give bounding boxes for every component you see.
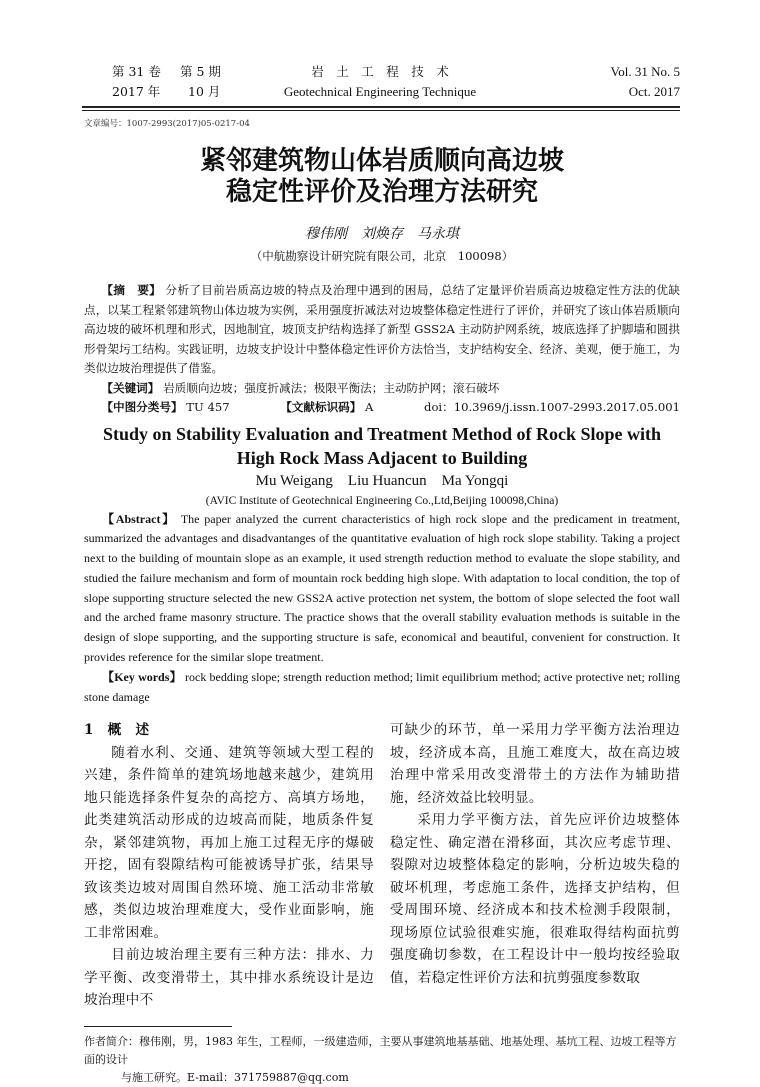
abstract-en-text: The paper analyzed the current characteristics of high rock slope and the predicament in treatment, summarized the advantages and disadvantanges of the quantitative evaluation of high rock slope stability. Taking a project next to the building of mountain slope as an example, it used strength reduction method to evaluate the slope stability, and studied the failure mechanism and form of mountain rock bedding high slope. With adaptation to local condition, the top of slope supporting structure selected the new GSS2A active protection net system, the bottom of slope selected the foot wall and the arched frame masonry structure. The practice shows that the overall stability evaluation methods is suitable in the design of slope supporting, and the supporting structure is safe, economical and beautiful, convenient for construction. It provides reference for the similar slope treatment. [84, 511, 681, 665]
doi: doi：10.3969/j.issn.1007-2993.2017.05.001 [424, 400, 680, 414]
abstract-cn-text: 分析了目前岩质高边坡的特点及治理中遇到的困局，总结了定量评价岩质高边坡稳定性方法的优缺点，以某工程紧邻建筑物山体边坡为实例，采用强度折减法对边坡整体稳定性进行了评价，并研究了该山体岩质顺向高边坡的破坏机理和形式，因地制宜，坡顶支护结构选择了新型 GSS2A 主动防护网系统，坡底选择了护脚墙和圆拱形骨架圬工结构。实践证明，边坡支护设计中整体稳定性评价方法恰当，支护结构安全、经济、美观，便于施工，为类似边坡治理提供了借鉴。 [84, 283, 680, 375]
keywords-cn-label: 【关键词】 [101, 380, 160, 395]
class-value: TU 457 [186, 400, 230, 414]
header-rule [82, 106, 680, 108]
article-number: 文章编号：1007-2993(2017)05-0217-04 [84, 119, 250, 129]
keywords-cn-text: 岩质顺向边坡；强度折减法；极限平衡法；主动防护网；滚石破坏 [163, 380, 500, 395]
body-paragraph: 随着水利、交通、建筑等领域大型工程的兴建，条件简单的建筑场地越来越少，建筑用地只能选择条件复杂的高挖方、高填方场地，此类建筑活动形成的边坡高而陡，地质条件复杂，紧邻建筑物，再加上施工过程无序的爆破开挖，固有裂隙结构可能被诱导扩张，结果导致该类边坡对周围自然环境、施工活动非常敏感，类似边坡治理难度大，受作业面影响，施工非常困难。 [84, 744, 374, 941]
authors-en: Mu Weigang Liu Huancun Ma Yongqi [255, 472, 509, 489]
footnote-line2: 与施工研究。E-mail：371759887@qq.com [121, 1070, 349, 1084]
body-columns [84, 719, 680, 1012]
doc-code-label: 【文献标识码】 [280, 400, 362, 414]
journal-title-cn: 岩 土 工 程 技 术 [311, 64, 449, 79]
footnote-line1: 作者简介：穆伟刚，男，1983 年生，工程师，一级建造师，主要从事建筑地基基础、地基处理、基坑工程、边坡工程等方面的设计 [84, 1034, 677, 1066]
abstract-en [84, 510, 680, 668]
abstract-cn [84, 281, 680, 379]
body-paragraph: 可缺少的环节，单一采用力学平衡方法治理边坡，经济成本高，且施工难度大，故在高边坡治理中常采用改变滑带土的方法作为辅助措施，经济效益比较明显。 [390, 722, 680, 806]
class-label: 【中图分类号】 [101, 400, 183, 414]
title-en-line2: High Rock Mass Adjacent to Building [236, 447, 528, 468]
header-rule-thin [82, 110, 680, 111]
abstract-cn-label: 【摘 要】 [101, 283, 162, 297]
classification-row [84, 398, 680, 418]
body-left-column [84, 719, 374, 1012]
doc-code-value: A [365, 400, 374, 414]
body-paragraph: 采用力学平衡方法，首先应评价边坡整体稳定性、确定潜在滑移面，其次应考虑节理、裂隙对边坡整体稳定的影响，分析边坡失稳的破坏机理，考虑施工条件，选择支护结构，但受周围环境、经济成本和技术检测手段限制，现场原位试验很难实施，很难取得结构面抗剪强度确切参数，在工程设计中一般均按经验取值，若稳定性评价方法和抗剪强度参数取 [390, 812, 680, 986]
date-en: Oct. 2017 [628, 84, 680, 99]
keywords-cn [84, 379, 680, 399]
section-1-heading: 1 概 述 [84, 722, 150, 739]
volume: 第 31 卷 [112, 64, 161, 79]
title-cn-line2: 稳定性评价及治理方法研究 [225, 177, 538, 207]
abstract-en-label: 【Abstract】 [102, 511, 177, 526]
affiliation-en: (AVIC Institute of Geotechnical Engineering Co.,Ltd,Beijing 100098,China) [205, 494, 559, 507]
month: 10 月 [188, 84, 221, 99]
keywords-en-label: 【Key words】 [102, 669, 182, 684]
keywords-en [84, 668, 680, 708]
volume-en: Vol. 31 No. 5 [610, 64, 680, 79]
body-right-column [390, 719, 680, 1012]
body-paragraph: 目前边坡治理主要有三种方法：排水、力学平衡、改变滑带土，其中排水系统设计是边坡治理中不 [84, 947, 374, 1009]
journal-title-en: Geotechnical Engineering Technique [283, 84, 477, 99]
keywords-en-text: rock bedding slope; strength reduction method; limit equilibrium method; active protective net; rolling stone damage [84, 669, 680, 704]
title-cn-line1: 紧邻建筑物山体岩质顺向高边坡 [199, 146, 564, 176]
footnote-rule [84, 1026, 232, 1027]
year: 2017 年 [112, 84, 161, 99]
title-en-line1: Study on Stability Evaluation and Treatment Method of Rock Slope with [102, 423, 662, 444]
article-body [84, 118, 680, 1087]
issue: 第 5 期 [180, 64, 221, 79]
authors-cn: 穆伟刚 刘焕存 马永琪 [305, 226, 459, 242]
affiliation-cn: （中航勘察设计研究院有限公司，北京 100098） [250, 249, 514, 263]
author-bio-footnote [84, 1033, 680, 1087]
